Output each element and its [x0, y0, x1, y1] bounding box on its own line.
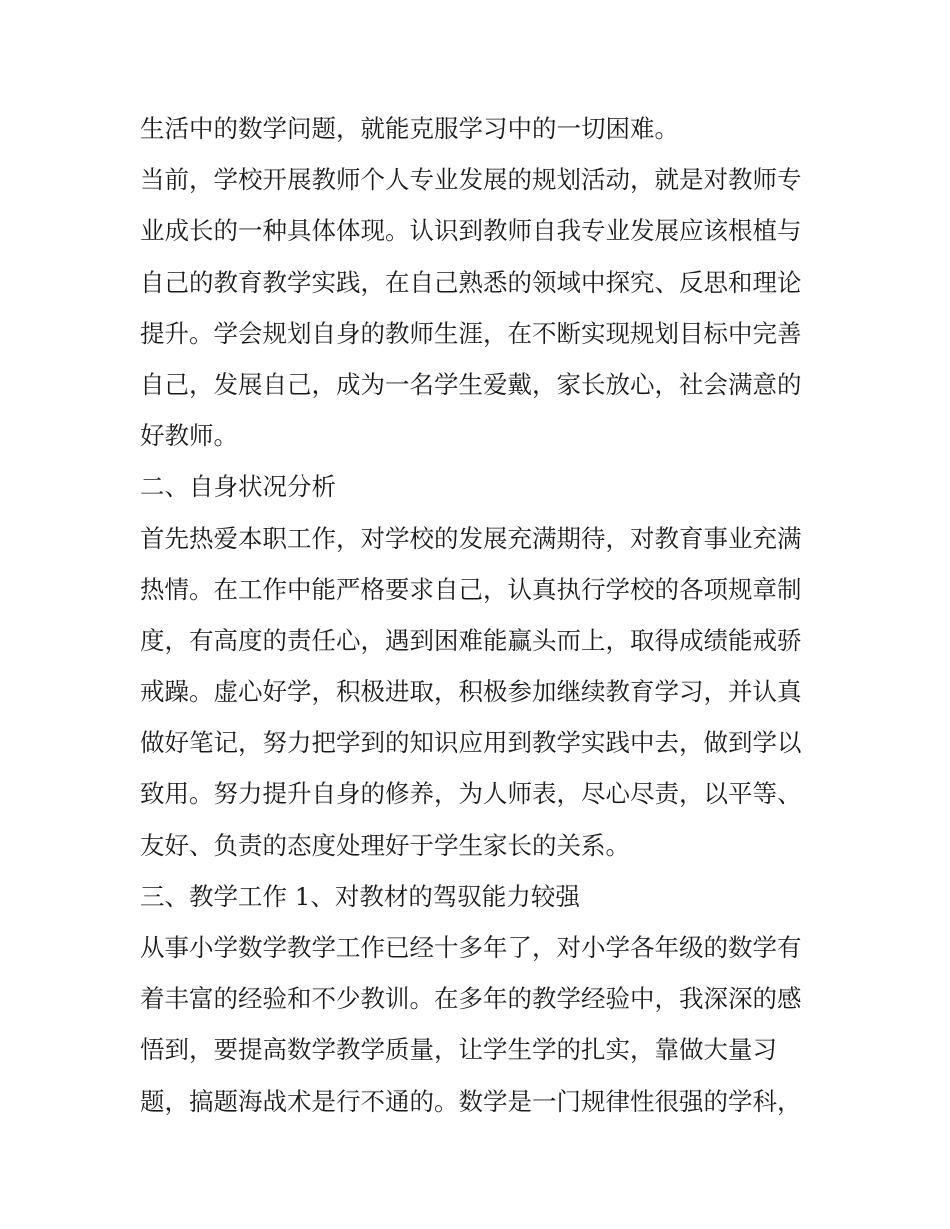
text-line: 从事小学数学教学工作已经十多年了，对小学各年级的数学有: [140, 933, 802, 962]
text-line: 首先热爱本职工作，对学校的发展充满期待，对教育事业充满: [140, 523, 802, 553]
text-line: 友好、负责的态度处理好于学生家长的关系。: [140, 830, 630, 860]
text-line: 生活中的数学问题，就能克服学习中的一切困难。: [140, 114, 679, 143]
text-line: 着丰富的经验和不少教训。在多年的教学经验中，我深深的感: [140, 984, 802, 1014]
text-line: 自己的教育教学实践，在自己熟悉的领域中探究、反思和理论: [140, 267, 802, 297]
text-line: 提升。学会规划自身的教师生涯，在不断实现规划目标中完善: [140, 318, 802, 348]
text-line: 戒躁。虚心好学，积极进取，积极参加继续教育学习，并认真: [140, 677, 802, 707]
text-line: 做好笔记，努力把学到的知识应用到教学实践中去，做到学以: [140, 728, 802, 758]
text-line: 业成长的一种具体体现。认识到教师自我专业发展应该根植与: [140, 216, 802, 246]
text-line: 热情。在工作中能严格要求自己，认真执行学校的各项规章制: [140, 574, 802, 604]
text-line: 悟到，要提高数学教学质量，让学生学的扎实，靠做大量习: [140, 1035, 777, 1065]
text-line: 度，有高度的责任心，遇到困难能赢头而上，取得成绩能戒骄: [140, 625, 802, 655]
text-line: 当前，学校开展教师个人专业发展的规划活动，就是对教师专: [140, 165, 802, 195]
text-line: 好教师。: [140, 421, 238, 451]
text-line: 自己，发展自己，成为一名学生爱戴，家长放心，社会满意的: [140, 369, 802, 399]
section-heading: 二、自身状况分析: [140, 472, 336, 502]
section-heading: 三、教学工作 1、对教材的驾驭能力较强: [140, 881, 580, 911]
document-body: [140, 103, 820, 1127]
text-line: 致用。努力提升自身的修养，为人师表，尽心尽责，以平等、: [140, 779, 802, 809]
text-line: 题，搞题海战术是行不通的。数学是一门规律性很强的学科，: [140, 1086, 802, 1116]
